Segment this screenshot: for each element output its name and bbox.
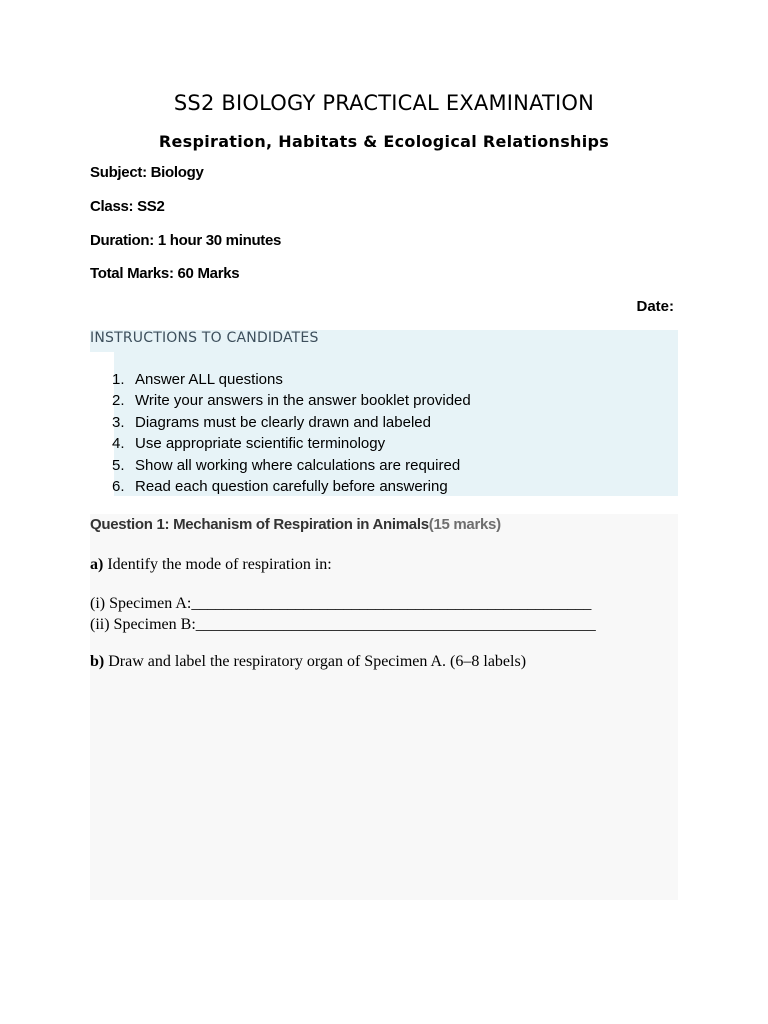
instruction-number: 5. [112,456,125,474]
instruction-item [112,412,471,433]
question-1-section [90,514,678,900]
date-field: Date: [636,298,674,315]
drawing-area[interactable] [90,684,678,894]
instruction-number: 4. [112,435,125,453]
duration-line: Duration: 1 hour 30 minutes [90,232,282,249]
instruction-number: 3. [112,413,125,431]
total-marks-line: Total Marks: 60 Marks [90,265,240,282]
instruction-item [112,455,471,476]
instruction-number: 6. [112,477,125,495]
page-title: SS2 BIOLOGY PRACTICAL EXAMINATION [173,91,595,115]
instruction-text: Answer ALL questions [135,371,283,388]
part-b-prompt [90,653,526,671]
instruction-number: 2. [112,392,125,410]
instructions-box [90,330,678,496]
question-1-marks: (15 marks) [428,516,501,533]
instruction-text: Use appropriate scientific terminology [135,435,386,453]
part-a-prompt [90,556,332,574]
part-b-text: Draw and label the respiratory organ of Specimen A. (6–8 labels) [104,653,527,670]
instruction-text: Show all working where calculations are required [135,456,461,474]
class-line: Class: SS2 [90,198,165,215]
instruction-number: 1. [112,371,125,388]
instruction-item [112,390,471,411]
instructions-left-margin [90,330,114,496]
subject-line: Subject: Biology [90,164,204,181]
page-subtitle: Respiration, Habitats & Ecological Relationships [158,132,610,151]
specimen-a-answer-line: (i) Specimen A:__________________________________________________ [90,595,592,612]
instruction-item [112,369,471,390]
part-b-label: b) [90,653,105,670]
instructions-heading: INSTRUCTIONS TO CANDIDATES [90,330,319,346]
instruction-text: Read each question carefully before answering [135,477,448,495]
instruction-text: Diagrams must be clearly drawn and labeled [135,413,431,431]
instructions-list [112,369,471,497]
question-1-title: Question 1: Mechanism of Respiration in Animals [90,516,429,533]
part-a-text: Identify the mode of respiration in: [103,556,332,573]
part-a-label: a) [90,556,104,573]
instruction-item [112,476,471,497]
instruction-text: Write your answers in the answer booklet provided [135,392,471,410]
specimen-b-answer-line: (ii) Specimen B:__________________________________________________ [90,616,596,633]
question-1-heading [90,516,501,533]
instruction-item [112,433,471,454]
